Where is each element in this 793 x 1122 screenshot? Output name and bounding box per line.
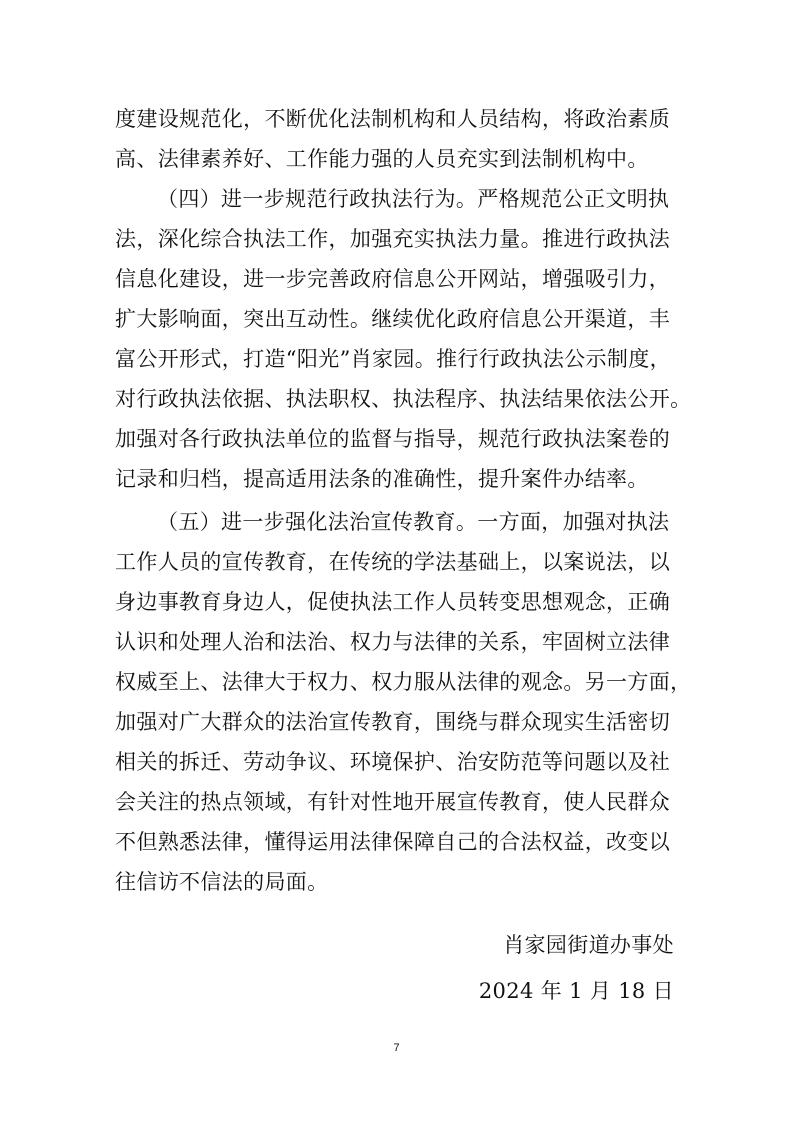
paragraph-line: 加强对广大群众的法治宣传教育，围绕与群众现实生活密切 bbox=[115, 710, 671, 734]
paragraph-line: 高、法律素养好、工作能力强的人员充实到法制机构中。 bbox=[115, 147, 649, 171]
paragraph-line: 相关的拆迁、劳动争议、环境保护、治安防范等问题以及社 bbox=[115, 750, 671, 774]
paragraph-line: 会关注的热点领域，有针对性地开展宣传教育，使人民群众 bbox=[115, 790, 671, 814]
paragraph-line: 扩大影响面，突出互动性。继续优化政府信息公开渠道，丰 bbox=[115, 307, 671, 331]
paragraph-line: 权威至上、法律大于权力、权力服从法律的观念。另一方面， bbox=[115, 670, 692, 694]
paragraph-line: 法，深化综合执法工作，加强充实执法力量。推进行政执法 bbox=[115, 227, 671, 251]
paragraph-line: 不但熟悉法律，懂得运用法律保障自己的合法权益，改变以 bbox=[115, 830, 671, 854]
signature-date: 2024 年 1 月 18 日 bbox=[478, 979, 674, 1003]
paragraph-line: 度建设规范化，不断优化法制机构和人员结构，将政治素质 bbox=[115, 107, 671, 131]
paragraph-line: 工作人员的宣传教育，在传统的学法基础上，以案说法，以 bbox=[115, 550, 671, 574]
page-number: 7 bbox=[393, 1042, 400, 1054]
paragraph-line: （四）进一步规范行政执法行为。严格规范公正文明执 bbox=[157, 187, 670, 211]
paragraph-line: 记录和归档，提高适用法条的准确性，提升案件办结率。 bbox=[115, 467, 649, 491]
paragraph-line: 认识和处理人治和法治、权力与法律的关系，牢固树立法律 bbox=[115, 630, 671, 654]
paragraph-line: 加强对各行政执法单位的监督与指导，规范行政执法案卷的 bbox=[115, 427, 671, 451]
paragraph-line: （五）进一步强化法治宣传教育。一方面，加强对执法 bbox=[157, 510, 670, 534]
paragraph-line: 对行政执法依据、执法职权、执法程序、执法结果依法公开。 bbox=[115, 387, 692, 411]
paragraph-line: 往信访不信法的局面。 bbox=[115, 870, 329, 894]
paragraph-line: 身边事教育身边人，促使执法工作人员转变思想观念，正确 bbox=[115, 590, 671, 614]
paragraph-line: 富公开形式，打造“阳光”肖家园。推行行政执法公示制度， bbox=[115, 347, 671, 371]
signature-organization: 肖家园街道办事处 bbox=[503, 933, 674, 957]
paragraph-line: 信息化建设，进一步完善政府信息公开网站，增强吸引力， bbox=[115, 267, 671, 291]
